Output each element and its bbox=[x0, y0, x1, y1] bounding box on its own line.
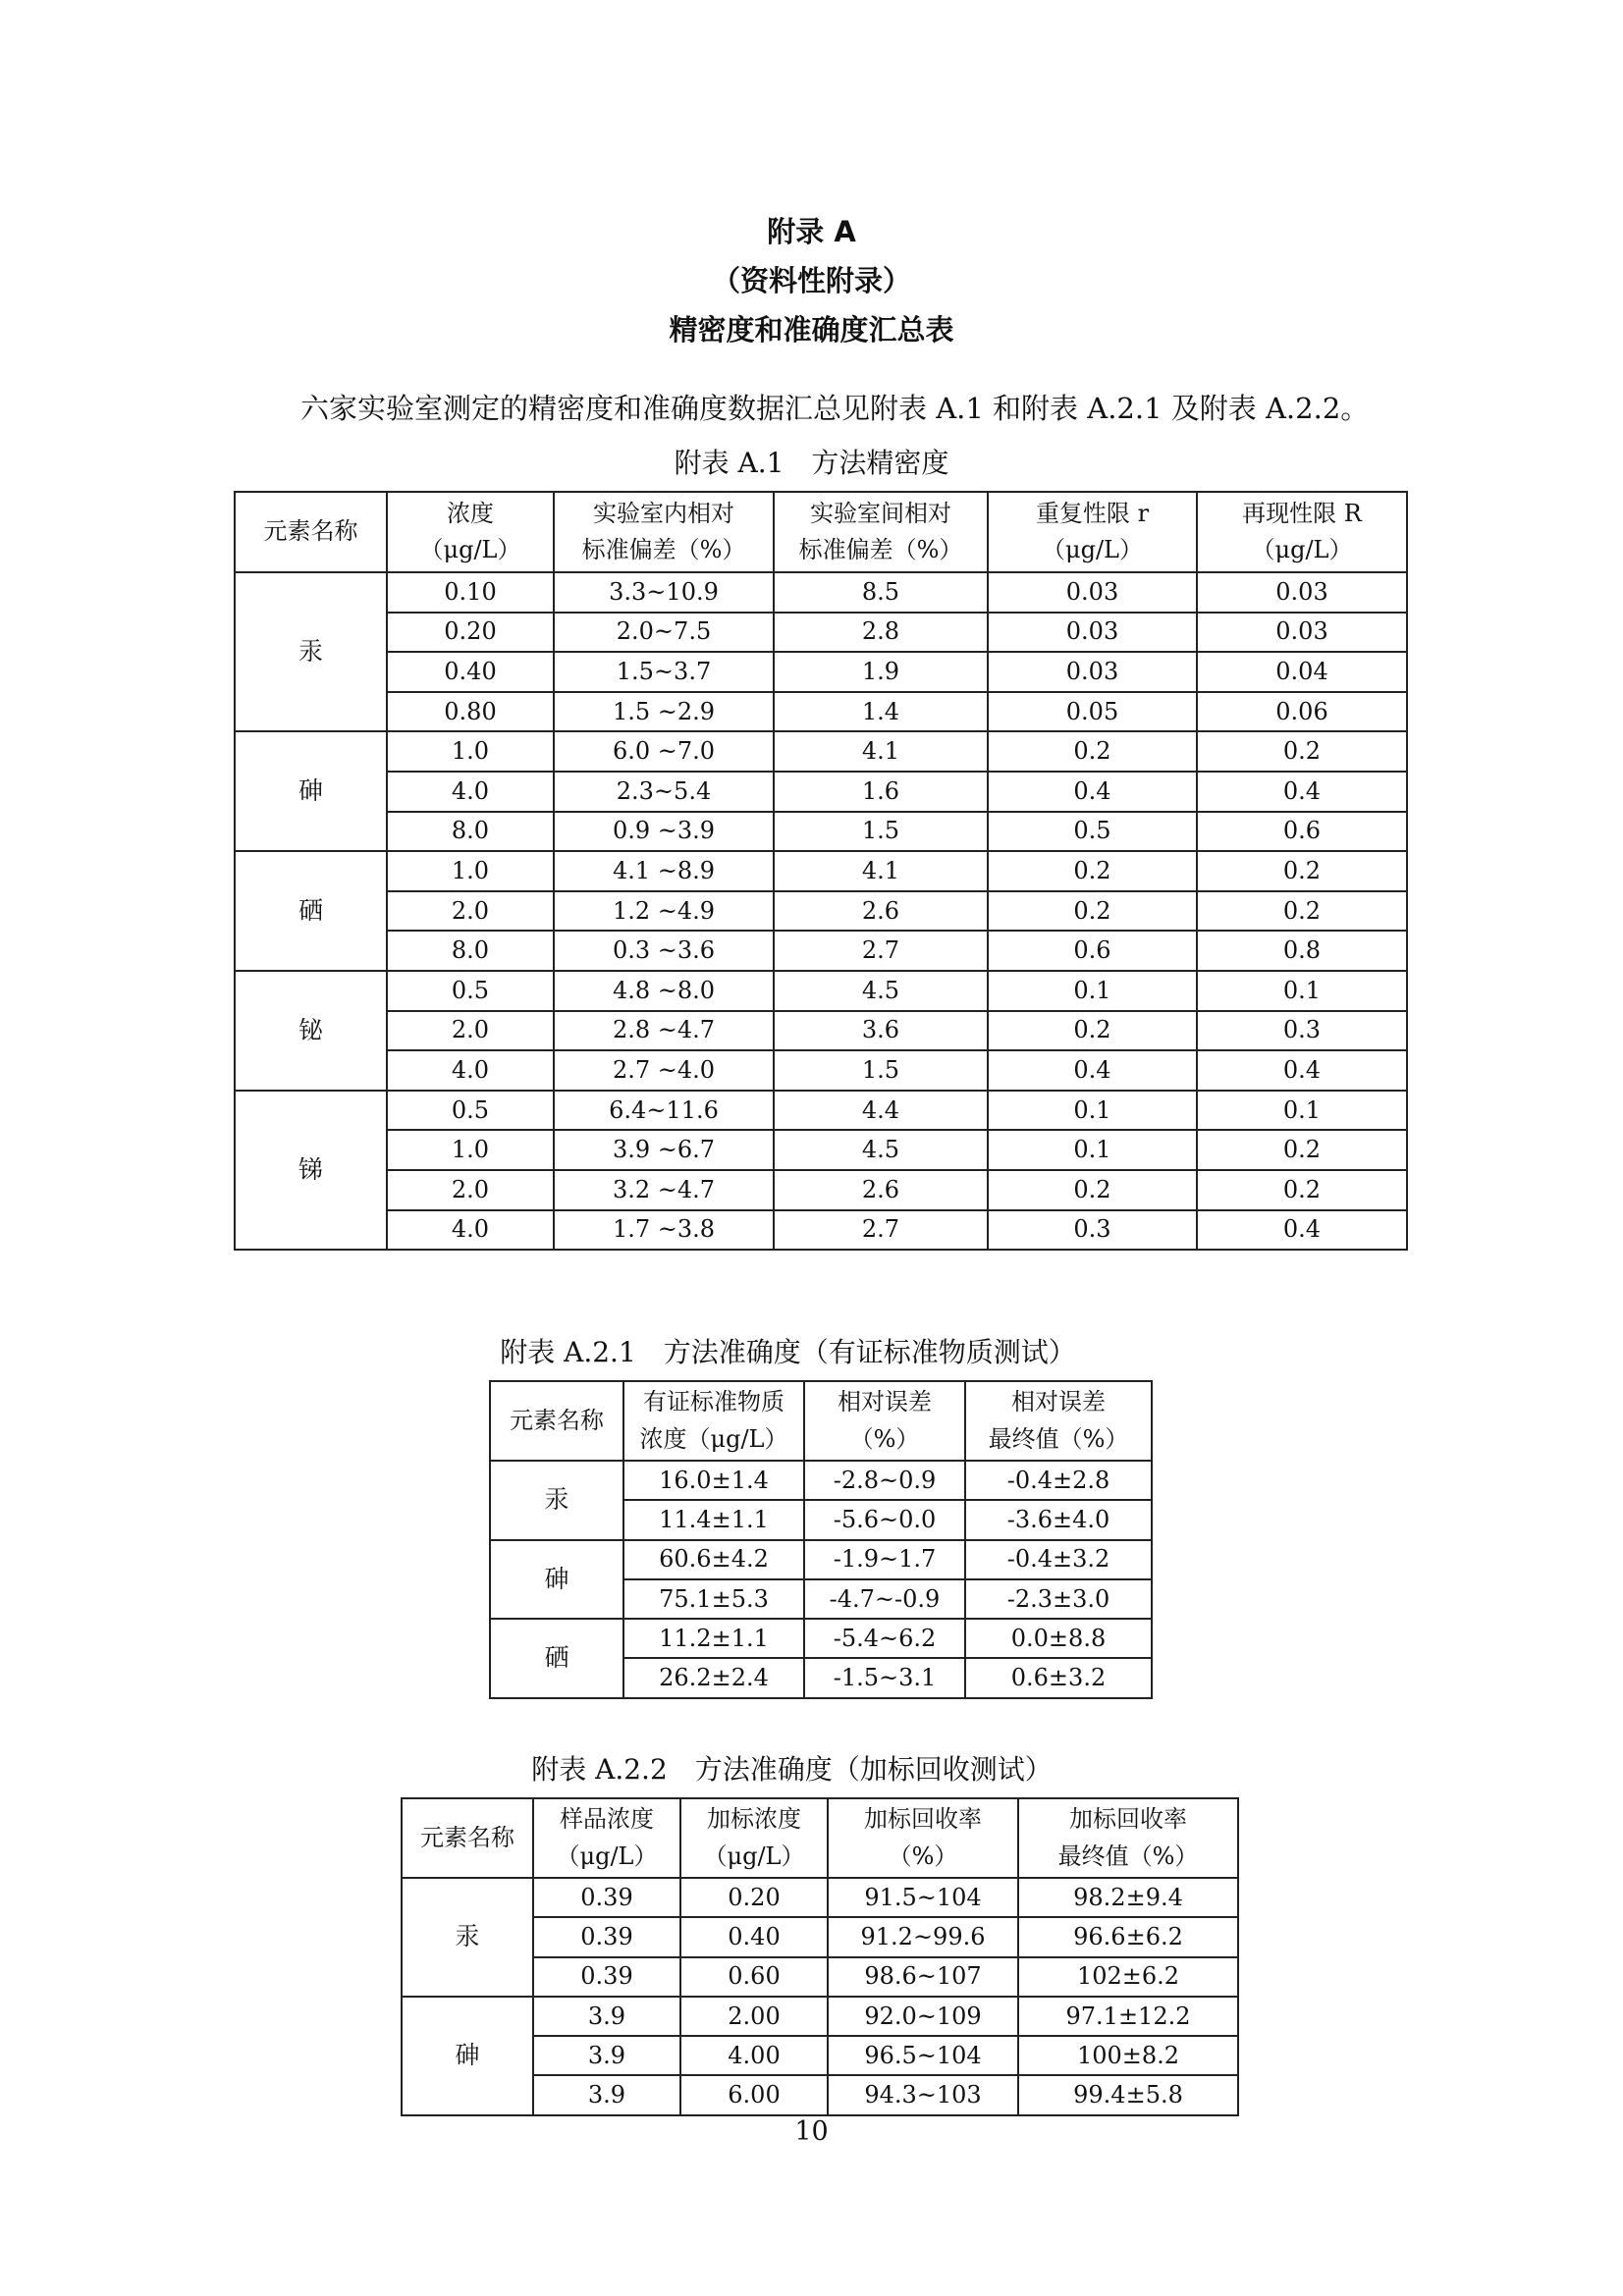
table-header-row bbox=[235, 492, 1407, 572]
table-row bbox=[402, 1997, 1238, 2036]
column-header-line: 元素名称 bbox=[510, 1406, 604, 1434]
table-cell: 1.0 bbox=[387, 731, 554, 772]
table-cell: 0.6±3.2 bbox=[965, 1658, 1152, 1697]
table-cell: 0.1 bbox=[988, 1091, 1197, 1131]
column-header-line: （μg/L） bbox=[1251, 536, 1353, 563]
table-cell: 0.4 bbox=[1197, 1210, 1407, 1251]
column-header-line: 实验室内相对 bbox=[593, 499, 734, 527]
table-cell: 6.0 ~7.0 bbox=[554, 731, 774, 772]
table-cell: 1.5 bbox=[774, 812, 988, 852]
table-cell: 4.1 bbox=[774, 731, 988, 772]
table-row bbox=[235, 572, 1407, 613]
table-cell: 4.5 bbox=[774, 971, 988, 1011]
table-cell: 6.00 bbox=[680, 2075, 828, 2114]
table-cell: -2.8~0.9 bbox=[804, 1461, 965, 1500]
table-cell: 16.0±1.4 bbox=[623, 1461, 804, 1500]
table-cell: 94.3~103 bbox=[828, 2075, 1018, 2114]
table-cell: 98.6~107 bbox=[828, 1957, 1018, 1997]
table-cell: 1.5~3.7 bbox=[554, 652, 774, 692]
column-header bbox=[490, 1381, 623, 1461]
table-cell: 91.2~99.6 bbox=[828, 1917, 1018, 1956]
table-cell: 100±8.2 bbox=[1018, 2036, 1238, 2075]
element-name-cell: 硒 bbox=[235, 851, 387, 971]
table-cell: 4.5 bbox=[774, 1130, 988, 1170]
table-cell: 4.4 bbox=[774, 1091, 988, 1131]
table-cell: 0.2 bbox=[1197, 891, 1407, 932]
table-cell: 0.2 bbox=[988, 731, 1197, 772]
table-header-row bbox=[490, 1381, 1152, 1461]
table-cell: 0.10 bbox=[387, 572, 554, 613]
column-header-line: （μg/L） bbox=[1042, 536, 1143, 563]
table-cell: 0.2 bbox=[1197, 731, 1407, 772]
table-cell: 3.2 ~4.7 bbox=[554, 1170, 774, 1210]
element-name-cell: 汞 bbox=[490, 1461, 623, 1540]
column-header bbox=[533, 1798, 680, 1878]
column-header-line: （%） bbox=[888, 1842, 958, 1870]
table-cell: 2.00 bbox=[680, 1997, 828, 2036]
table-cell: 4.1 bbox=[774, 851, 988, 891]
column-header-line: 相对误差 bbox=[838, 1388, 932, 1416]
table-cell: 4.0 bbox=[387, 1050, 554, 1091]
table-cell: 2.0 bbox=[387, 1011, 554, 1051]
element-name-cell: 汞 bbox=[235, 572, 387, 731]
table-a22-caption: 附表 A.2.2 方法准确度（加标回收测试） bbox=[531, 1753, 1053, 1786]
table-row bbox=[235, 1050, 1407, 1091]
column-header bbox=[828, 1798, 1018, 1878]
table-cell: 0.39 bbox=[533, 1957, 680, 1997]
table-cell: 1.9 bbox=[774, 652, 988, 692]
table-cell: 0.4 bbox=[1197, 772, 1407, 812]
column-header bbox=[965, 1381, 1152, 1461]
column-header-line: （μg/L） bbox=[419, 536, 521, 563]
table-row bbox=[235, 652, 1407, 692]
table-cell: 3.6 bbox=[774, 1011, 988, 1051]
table-cell: 0.9 ~3.9 bbox=[554, 812, 774, 852]
table-cell: 4.1 ~8.9 bbox=[554, 851, 774, 891]
table-cell: 97.1±12.2 bbox=[1018, 1997, 1238, 2036]
table-cell: 0.1 bbox=[1197, 971, 1407, 1011]
column-header bbox=[402, 1798, 533, 1878]
column-header-line: 浓度（μg/L） bbox=[639, 1424, 788, 1453]
table-cell: 0.39 bbox=[533, 1878, 680, 1917]
column-header-line: （μg/L） bbox=[556, 1842, 658, 1870]
table-row bbox=[235, 1130, 1407, 1170]
element-name-cell: 锑 bbox=[235, 1091, 387, 1250]
table-cell: 0.20 bbox=[387, 613, 554, 653]
table-row bbox=[490, 1540, 1152, 1579]
table-cell: 0.1 bbox=[988, 1130, 1197, 1170]
table-cell: 2.6 bbox=[774, 1170, 988, 1210]
table-cell: 96.6±6.2 bbox=[1018, 1917, 1238, 1956]
table-cell: 2.8 ~4.7 bbox=[554, 1011, 774, 1051]
table-cell: 2.7 bbox=[774, 931, 988, 971]
table-cell: 0.05 bbox=[988, 692, 1197, 732]
column-header-line: 重复性限 r bbox=[1035, 499, 1150, 527]
table-cell: 0.5 bbox=[387, 971, 554, 1011]
table-cell: 0.2 bbox=[1197, 851, 1407, 891]
column-header bbox=[1197, 492, 1407, 572]
table-row bbox=[235, 971, 1407, 1011]
column-header-line: 元素名称 bbox=[420, 1823, 514, 1851]
column-header-line: 相对误差 bbox=[1011, 1388, 1106, 1416]
column-header-line: 标准偏差（%） bbox=[798, 536, 963, 563]
table-cell: 3.3~10.9 bbox=[554, 572, 774, 613]
table-cell: 4.00 bbox=[680, 2036, 828, 2075]
table-cell: 0.39 bbox=[533, 1917, 680, 1956]
precision-table bbox=[234, 491, 1408, 1251]
table-cell: 2.0 bbox=[387, 891, 554, 932]
table-cell: 0.2 bbox=[988, 1011, 1197, 1051]
table-row bbox=[235, 1011, 1407, 1051]
table-cell: 92.0~109 bbox=[828, 1997, 1018, 2036]
table-cell: 4.0 bbox=[387, 772, 554, 812]
table-cell: 3.9 bbox=[533, 2075, 680, 2114]
table-cell: 1.2 ~4.9 bbox=[554, 891, 774, 932]
table-row bbox=[235, 891, 1407, 932]
table-row bbox=[235, 772, 1407, 812]
table-cell: 26.2±2.4 bbox=[623, 1658, 804, 1697]
table-cell: 11.4±1.1 bbox=[623, 1500, 804, 1539]
table-row bbox=[235, 812, 1407, 852]
table-cell: 0.03 bbox=[1197, 613, 1407, 653]
column-header-line: 标准偏差（%） bbox=[581, 536, 746, 563]
table-cell: 0.03 bbox=[988, 613, 1197, 653]
table-cell: 0.04 bbox=[1197, 652, 1407, 692]
table-cell: 96.5~104 bbox=[828, 2036, 1018, 2075]
table-cell: 11.2±1.1 bbox=[623, 1619, 804, 1658]
table-cell: 0.4 bbox=[988, 772, 1197, 812]
column-header bbox=[804, 1381, 965, 1461]
table-cell: -4.7~-0.9 bbox=[804, 1579, 965, 1619]
table-cell: 0.03 bbox=[988, 572, 1197, 613]
table-row bbox=[490, 1619, 1152, 1658]
table-cell: 0.5 bbox=[387, 1091, 554, 1131]
appendix-label: 附录 A bbox=[767, 215, 856, 248]
table-cell: 0.2 bbox=[1197, 1130, 1407, 1170]
table-row bbox=[235, 1170, 1407, 1210]
table-cell: 2.8 bbox=[774, 613, 988, 653]
table-cell: 0.2 bbox=[1197, 1170, 1407, 1210]
table-cell: -5.6~0.0 bbox=[804, 1500, 965, 1539]
table-cell: 0.1 bbox=[1197, 1091, 1407, 1131]
column-header-line: 元素名称 bbox=[263, 517, 358, 546]
column-header-line: 实验室间相对 bbox=[810, 499, 951, 527]
column-header-line: 加标浓度 bbox=[707, 1805, 801, 1834]
appendix-type: （资料性附录） bbox=[711, 264, 911, 297]
table-cell: 1.4 bbox=[774, 692, 988, 732]
table-cell: 1.0 bbox=[387, 851, 554, 891]
element-name-cell: 硒 bbox=[490, 1619, 623, 1698]
table-cell: 3.9 bbox=[533, 1997, 680, 2036]
table-row bbox=[235, 1210, 1407, 1251]
table-row bbox=[235, 692, 1407, 732]
column-header-line: 样品浓度 bbox=[560, 1805, 654, 1834]
table-row bbox=[235, 931, 1407, 971]
table-cell: 0.3 bbox=[988, 1210, 1197, 1251]
intro-paragraph: 六家实验室测定的精密度和准确度数据汇总见附表 A.1 和附表 A.2.1 及附表 A.2.2。 bbox=[300, 392, 1370, 425]
spike-recovery-table bbox=[401, 1797, 1239, 2116]
column-header-line: 浓度 bbox=[447, 499, 494, 527]
table-cell: -0.4±2.8 bbox=[965, 1461, 1152, 1500]
column-header bbox=[554, 492, 774, 572]
table-cell: 1.7 ~3.8 bbox=[554, 1210, 774, 1251]
table-a1-caption: 附表 A.1 方法精密度 bbox=[674, 447, 949, 479]
element-name-cell: 砷 bbox=[402, 1997, 533, 2115]
table-cell: 0.4 bbox=[988, 1050, 1197, 1091]
table-cell: -2.3±3.0 bbox=[965, 1579, 1152, 1619]
table-cell: 75.1±5.3 bbox=[623, 1579, 804, 1619]
table-cell: 60.6±4.2 bbox=[623, 1540, 804, 1579]
column-header bbox=[623, 1381, 804, 1461]
table-cell: 4.8 ~8.0 bbox=[554, 971, 774, 1011]
crm-accuracy-table bbox=[489, 1380, 1153, 1699]
column-header-line: （%） bbox=[849, 1424, 920, 1453]
table-cell: 2.3~5.4 bbox=[554, 772, 774, 812]
table-cell: 2.7 bbox=[774, 1210, 988, 1251]
column-header bbox=[774, 492, 988, 572]
table-cell: 0.03 bbox=[988, 652, 1197, 692]
table-cell: -1.9~1.7 bbox=[804, 1540, 965, 1579]
column-header-line: 加标回收率 bbox=[1069, 1805, 1187, 1834]
page-number: 10 bbox=[794, 2116, 829, 2147]
column-header bbox=[235, 492, 387, 572]
table-row bbox=[235, 851, 1407, 891]
table-cell: 0.3 bbox=[1197, 1011, 1407, 1051]
table-a21-caption: 附表 A.2.1 方法准确度（有证标准物质测试） bbox=[500, 1336, 1076, 1368]
element-name-cell: 铋 bbox=[235, 971, 387, 1091]
element-name-cell: 砷 bbox=[235, 731, 387, 851]
table-row bbox=[235, 731, 1407, 772]
table-cell: 0.40 bbox=[680, 1917, 828, 1956]
table-cell: 0.60 bbox=[680, 1957, 828, 1997]
table-cell: 0.6 bbox=[988, 931, 1197, 971]
table-cell: 2.0~7.5 bbox=[554, 613, 774, 653]
table-cell: 1.6 bbox=[774, 772, 988, 812]
table-row bbox=[235, 613, 1407, 653]
table-cell: 8.0 bbox=[387, 812, 554, 852]
table-cell: -1.5~3.1 bbox=[804, 1658, 965, 1697]
page-title: 精密度和准确度汇总表 bbox=[669, 313, 954, 347]
table-cell: 0.5 bbox=[988, 812, 1197, 852]
table-cell: 8.5 bbox=[774, 572, 988, 613]
column-header bbox=[988, 492, 1197, 572]
table-cell: 0.6 bbox=[1197, 812, 1407, 852]
table-cell: 1.0 bbox=[387, 1130, 554, 1170]
table-cell: 0.8 bbox=[1197, 931, 1407, 971]
table-cell: 2.0 bbox=[387, 1170, 554, 1210]
table-cell: 0.2 bbox=[988, 1170, 1197, 1210]
column-header bbox=[1018, 1798, 1238, 1878]
table-cell: 0.1 bbox=[988, 971, 1197, 1011]
table-cell: 0.40 bbox=[387, 652, 554, 692]
table-cell: 0.0±8.8 bbox=[965, 1619, 1152, 1658]
column-header-line: 加标回收率 bbox=[864, 1805, 982, 1834]
table-cell: 91.5~104 bbox=[828, 1878, 1018, 1917]
table-cell: 99.4±5.8 bbox=[1018, 2075, 1238, 2114]
element-name-cell: 砷 bbox=[490, 1540, 623, 1620]
table-cell: 0.03 bbox=[1197, 572, 1407, 613]
table-cell: 102±6.2 bbox=[1018, 1957, 1238, 1997]
table-cell: 0.2 bbox=[988, 851, 1197, 891]
table-cell: 0.2 bbox=[988, 891, 1197, 932]
table-cell: -0.4±3.2 bbox=[965, 1540, 1152, 1579]
table-cell: 0.3 ~3.6 bbox=[554, 931, 774, 971]
table-cell: 0.80 bbox=[387, 692, 554, 732]
table-header-row bbox=[402, 1798, 1238, 1878]
table-cell: 0.06 bbox=[1197, 692, 1407, 732]
column-header-line: 有证标准物质 bbox=[643, 1388, 784, 1416]
element-name-cell: 汞 bbox=[402, 1878, 533, 1997]
table-row bbox=[490, 1461, 1152, 1500]
column-header-line: 再现性限 R bbox=[1242, 499, 1362, 527]
table-cell: 3.9 ~6.7 bbox=[554, 1130, 774, 1170]
table-cell: 2.7 ~4.0 bbox=[554, 1050, 774, 1091]
table-cell: -3.6±4.0 bbox=[965, 1500, 1152, 1539]
table-cell: 1.5 ~2.9 bbox=[554, 692, 774, 732]
table-cell: 0.4 bbox=[1197, 1050, 1407, 1091]
column-header bbox=[387, 492, 554, 572]
column-header-line: 最终值（%） bbox=[988, 1424, 1129, 1453]
table-cell: 8.0 bbox=[387, 931, 554, 971]
table-cell: 98.2±9.4 bbox=[1018, 1878, 1238, 1917]
table-cell: 2.6 bbox=[774, 891, 988, 932]
table-row bbox=[235, 1091, 1407, 1131]
column-header bbox=[680, 1798, 828, 1878]
table-cell: 6.4~11.6 bbox=[554, 1091, 774, 1131]
table-cell: 3.9 bbox=[533, 2036, 680, 2075]
column-header-line: （μg/L） bbox=[703, 1842, 805, 1870]
table-cell: -5.4~6.2 bbox=[804, 1619, 965, 1658]
table-cell: 0.20 bbox=[680, 1878, 828, 1917]
column-header-line: 最终值（%） bbox=[1057, 1842, 1199, 1870]
table-row bbox=[402, 1878, 1238, 1917]
table-cell: 4.0 bbox=[387, 1210, 554, 1251]
table-cell: 1.5 bbox=[774, 1050, 988, 1091]
